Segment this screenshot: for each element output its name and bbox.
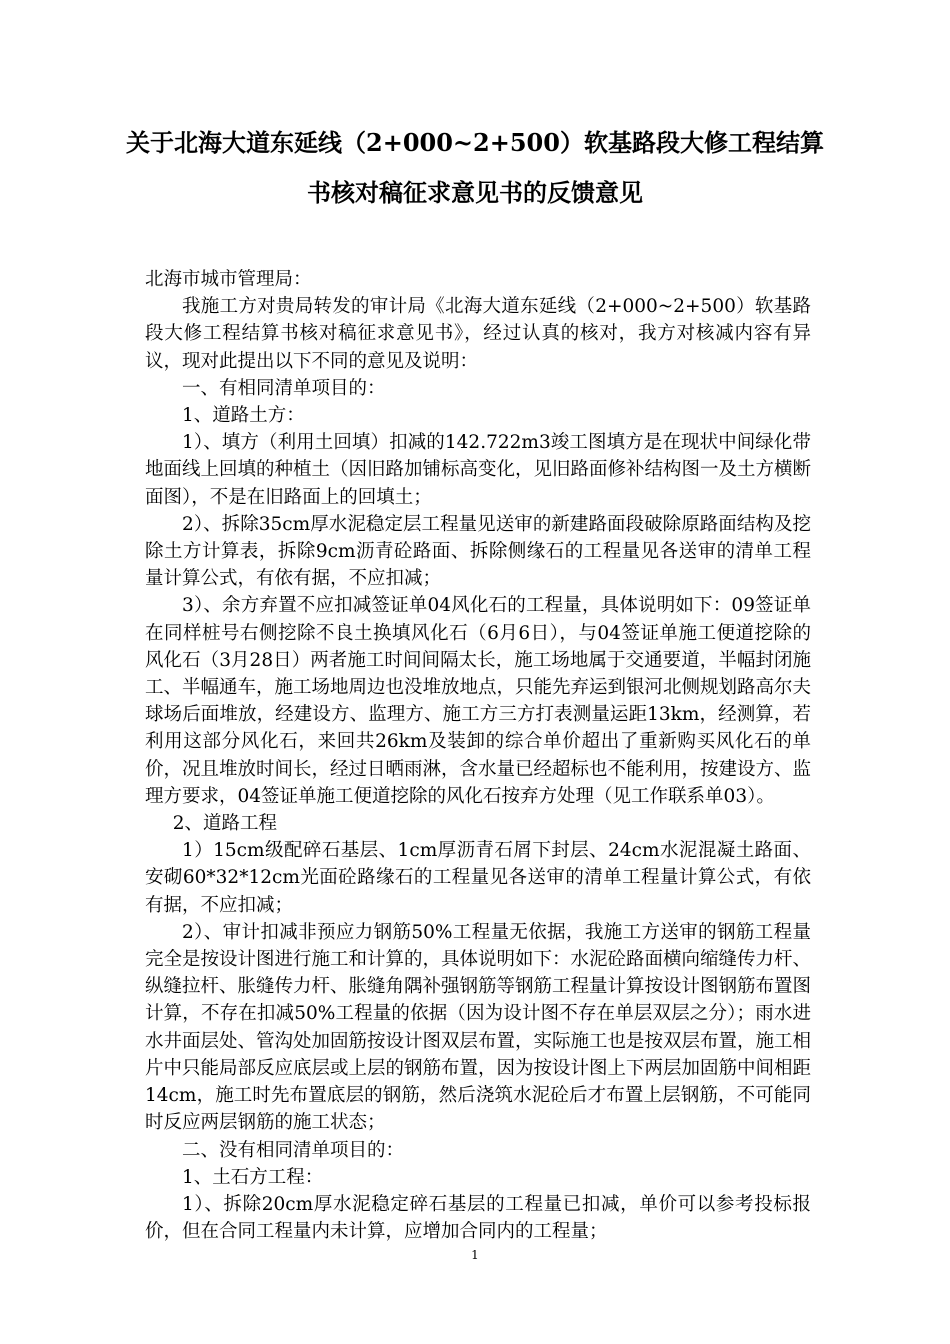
paragraph-item: 1）、拆除20cm厚水泥稳定碎石基层的工程量已扣减，单价可以参考投标报价，但在合同工程量内未计算，应增加合同内的工程量； <box>145 1193 811 1243</box>
document-title-line-2: 书核对稿征求意见书的反馈意见 <box>307 178 643 207</box>
paragraph-intro: 我施工方对贵局转发的审计局《北海大道东延线（2+000~2+500）软基路段大修工程结算书核对稿征求意见书》，经过认真的核对，我方对核减内容有异议，现对此提出以下不同的意见及说明： <box>145 296 811 372</box>
subsection-heading-earth-rock: 1、土石方工程： <box>182 1166 324 1188</box>
paragraph-item: 3）、余方弃置不应扣减签证单04风化石的工程量，具体说明如下：09签证单在同样桩号右侧挖除不良土换填风化石（6月6日），与04签证单施工便道挖除的风化石（3月28日）两者施工时间间隔太长，施工场地属于交通要道，半幅封闭施工、半幅通车，施工场地周边也没堆放地点，只能先弃运到银河北侧规划路高尔夫球场后面堆放，经建设方、监理方、施工方三方打表测量运距13km，经测算，若利用这部分风化石，来回共26km及装卸的综合单价超出了重新购买风化石的单价，况且堆放时间长，经过日晒雨淋，含水量已经超标也不能利用，按建设方、监理方要求，04签证单施工便道挖除的风化石按弃方处理（见工作联系单03）。 <box>145 595 812 807</box>
paragraph-item: 2）、审计扣减非预应力钢筋50%工程量无依据，我施工方送审的钢筋工程量完全是按设计图进行施工和计算的，具体说明如下：水泥砼路面横向缩缝传力杆、纵缝拉杆、胀缝传力杆、胀缝角隅补强钢筋等钢筋工程量计算按设计图钢筋布置图计算，不存在扣减50%工程量的依据（因为设计图不存在单层双层之分）；雨水进水井面层处、管沟处加固筋按设计图双层布置，实际施工也是按双层布置，施工相片中只能局部反应底层或上层的钢筋布置，因为按设计图上下两层加固筋中间相距14cm，施工时先布置底层的钢筋，然后浇筑水泥砼后才布置上层钢筋，不可能同时反应两层钢筋的施工状态； <box>145 921 812 1134</box>
paragraph-item: 1）15cm级配碎石基层、1cm厚沥青石屑下封层、24cm水泥混凝土路面、安砌60*32*12cm光面砼路缘石的工程量见各送审的清单工程量计算公式，有依有据，不应扣减； <box>145 840 811 916</box>
subsection-heading-road-works: 2、道路工程 <box>172 813 278 835</box>
paragraph-item: 2）、拆除35cm厚水泥稳定层工程量见送审的新建路面段破除原路面结构及挖除土方计算表，拆除9cm沥青砼路面、拆除侧缘石的工程量见各送审的清单工程量计算公式，有依有据，不应扣减； <box>145 513 811 590</box>
section-heading-1: 一、有相同清单项目的： <box>182 377 386 399</box>
paragraph-item: 1）、填方（利用土回填）扣减的142.722m3竣工图填方是在现状中间绿化带地面线上回填的种植土（因旧路加铺标高变化，见旧路面修补结构图一及土方横断面图），不是在旧路面上的回填土； <box>145 432 812 508</box>
document-body <box>145 266 811 1245</box>
page-number: 1 <box>471 1248 479 1262</box>
section-heading-2: 二、没有相同清单项目的： <box>182 1139 405 1161</box>
document-title-line-1: 关于北海大道东延线（2+000~2+500）软基路段大修工程结算 <box>126 128 824 157</box>
salutation: 北海市城市管理局： <box>145 269 312 290</box>
subsection-heading-road-earthwork: 1、道路土方： <box>182 405 305 427</box>
